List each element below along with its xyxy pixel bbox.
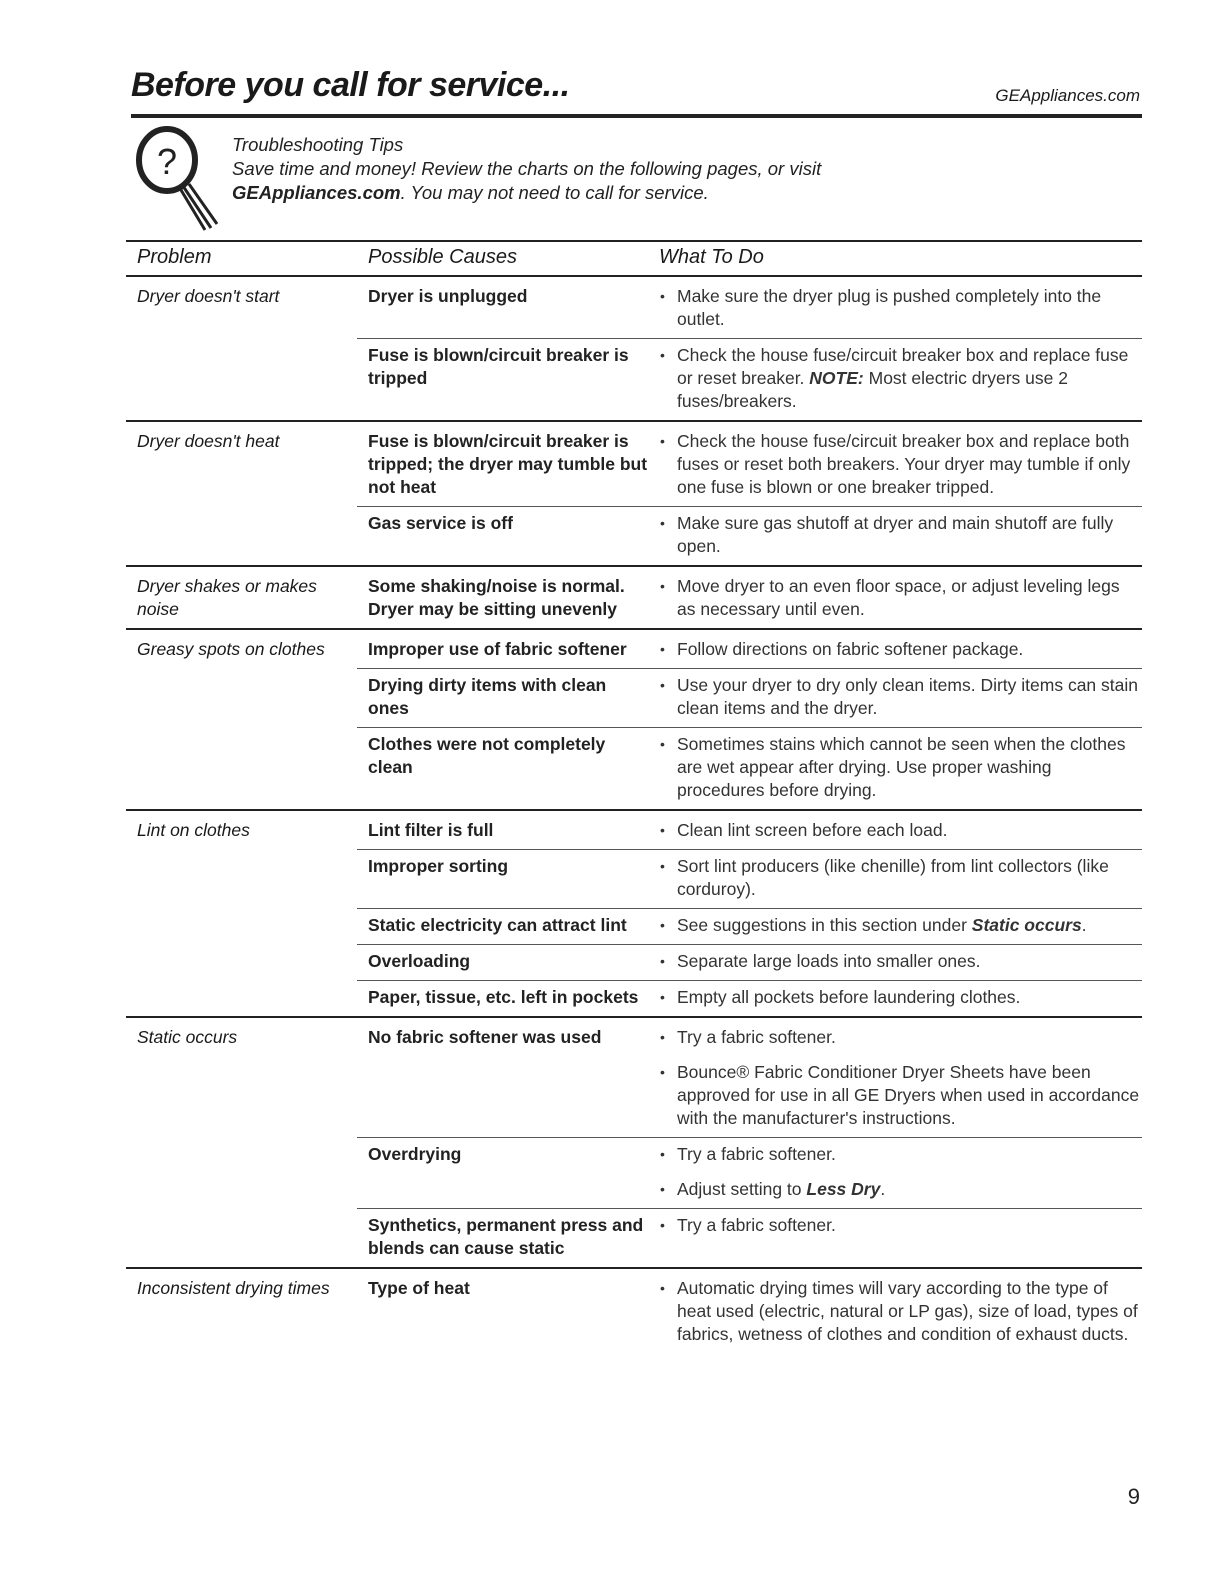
tips-site-link[interactable]: GEAppliances.com <box>232 182 401 203</box>
cause-cell: No fabric softener was used <box>357 1017 648 1138</box>
todo-cell: • Try a fabric softener. <box>648 1209 1142 1269</box>
cause-cell: Dryer is unplugged <box>357 276 648 339</box>
todo-cell: • Try a fabric softener. • Adjust setting to Less Dry. <box>648 1138 1142 1209</box>
table-row <box>126 728 1142 811</box>
table-row <box>126 981 1142 1018</box>
header-possible-causes: Possible Causes <box>357 241 648 276</box>
todo-cell: • Separate large loads into smaller ones. <box>648 945 1142 981</box>
troubleshooting-tips <box>232 133 821 205</box>
todo-cell: • Make sure the dryer plug is pushed completely into the outlet. <box>648 276 1142 339</box>
table-row <box>126 909 1142 945</box>
table-row <box>126 945 1142 981</box>
todo-cell: • See suggestions in this section under Static occurs. <box>648 909 1142 945</box>
cause-cell: Synthetics, permanent press and blends can cause static <box>357 1209 648 1269</box>
problem-cell: Dryer doesn't start <box>126 276 357 339</box>
tips-line1: Save time and money! Review the charts on the following pages, or visit <box>232 158 822 179</box>
cause-cell: Overdrying <box>357 1138 648 1209</box>
table-row <box>126 629 1142 669</box>
cause-cell: Gas service is off <box>357 507 648 567</box>
site-url: GEAppliances.com <box>995 86 1140 105</box>
tips-line2: . You may not need to call for service. <box>400 182 709 203</box>
cause-cell: Some shaking/noise is normal. Dryer may be sitting unevenly <box>357 566 648 629</box>
troubleshooting-table <box>126 240 1142 1353</box>
todo-cell: • Empty all pockets before laundering clothes. <box>648 981 1142 1018</box>
table-row <box>126 850 1142 909</box>
todo-cell: • Use your dryer to dry only clean items. Dirty items can stain clean items and the dryer. <box>648 669 1142 728</box>
cause-cell: Type of heat <box>357 1268 648 1353</box>
cause-cell: Drying dirty items with clean ones <box>357 669 648 728</box>
problem-cell: Lint on clothes <box>126 810 357 850</box>
cause-cell: Improper use of fabric softener <box>357 629 648 669</box>
todo-cell: • Sometimes stains which cannot be seen when the clothes are wet appear after drying. Use proper washing procedures before drying. <box>648 728 1142 811</box>
todo-cell: • Check the house fuse/circuit breaker box and replace both fuses or reset both breakers. Your dryer may tumble if only one fuse is blown or one breaker tripped. <box>648 421 1142 507</box>
tips-heading: Troubleshooting Tips <box>232 134 404 155</box>
table-row <box>126 507 1142 567</box>
table-row <box>126 1209 1142 1269</box>
cause-cell: Fuse is blown/circuit breaker is tripped <box>357 339 648 422</box>
cause-cell: Improper sorting <box>357 850 648 909</box>
problem-cell: Dryer shakes or makes noise <box>126 566 357 629</box>
cause-cell: Fuse is blown/circuit breaker is tripped; the dryer may tumble but not heat <box>357 421 648 507</box>
svg-text:?: ? <box>156 141 178 182</box>
todo-cell: • Make sure gas shutoff at dryer and main shutoff are fully open. <box>648 507 1142 567</box>
table-row <box>126 1017 1142 1138</box>
cause-cell: Lint filter is full <box>357 810 648 850</box>
todo-cell: • Automatic drying times will vary according to the type of heat used (electric, natural or LP gas), size of load, types of fabrics, wetness of clothes and condition of exhaust ducts. <box>648 1268 1142 1353</box>
table-row <box>126 339 1142 422</box>
title-rule <box>131 114 1142 118</box>
cause-cell: Clothes were not completely clean <box>357 728 648 811</box>
problem-cell: Greasy spots on clothes <box>126 629 357 669</box>
table-row <box>126 1138 1142 1209</box>
todo-cell: • Sort lint producers (like chenille) from lint collectors (like corduroy). <box>648 850 1142 909</box>
magnifier-question-icon <box>135 124 221 234</box>
todo-cell: • Clean lint screen before each load. <box>648 810 1142 850</box>
header-what-to-do: What To Do <box>648 241 1142 276</box>
todo-cell: • Check the house fuse/circuit breaker box and replace fuse or reset breaker. NOTE: Most electric dryers use 2 fuses/breakers. <box>648 339 1142 422</box>
cause-cell: Static electricity can attract lint <box>357 909 648 945</box>
problem-cell: Static occurs <box>126 1017 357 1138</box>
page-number: 9 <box>1127 1484 1140 1509</box>
cause-cell: Overloading <box>357 945 648 981</box>
table-row <box>126 276 1142 339</box>
page-title: Before you call for service... <box>131 66 570 104</box>
table-row <box>126 810 1142 850</box>
todo-cell: • Move dryer to an even floor space, or adjust leveling legs as necessary until even. <box>648 566 1142 629</box>
problem-cell: Dryer doesn't heat <box>126 421 357 507</box>
table-row <box>126 566 1142 629</box>
todo-cell: • Try a fabric softener. • Bounce® Fabric Conditioner Dryer Sheets have been approved for use in all GE Dryers when used in accordance with the manufacturer's instructions. <box>648 1017 1142 1138</box>
table-row <box>126 1268 1142 1353</box>
header-problem: Problem <box>126 241 357 276</box>
problem-cell: Inconsistent drying times <box>126 1268 357 1353</box>
cause-cell: Paper, tissue, etc. left in pockets <box>357 981 648 1018</box>
table-row <box>126 421 1142 507</box>
table-row <box>126 669 1142 728</box>
todo-cell: • Follow directions on fabric softener package. <box>648 629 1142 669</box>
